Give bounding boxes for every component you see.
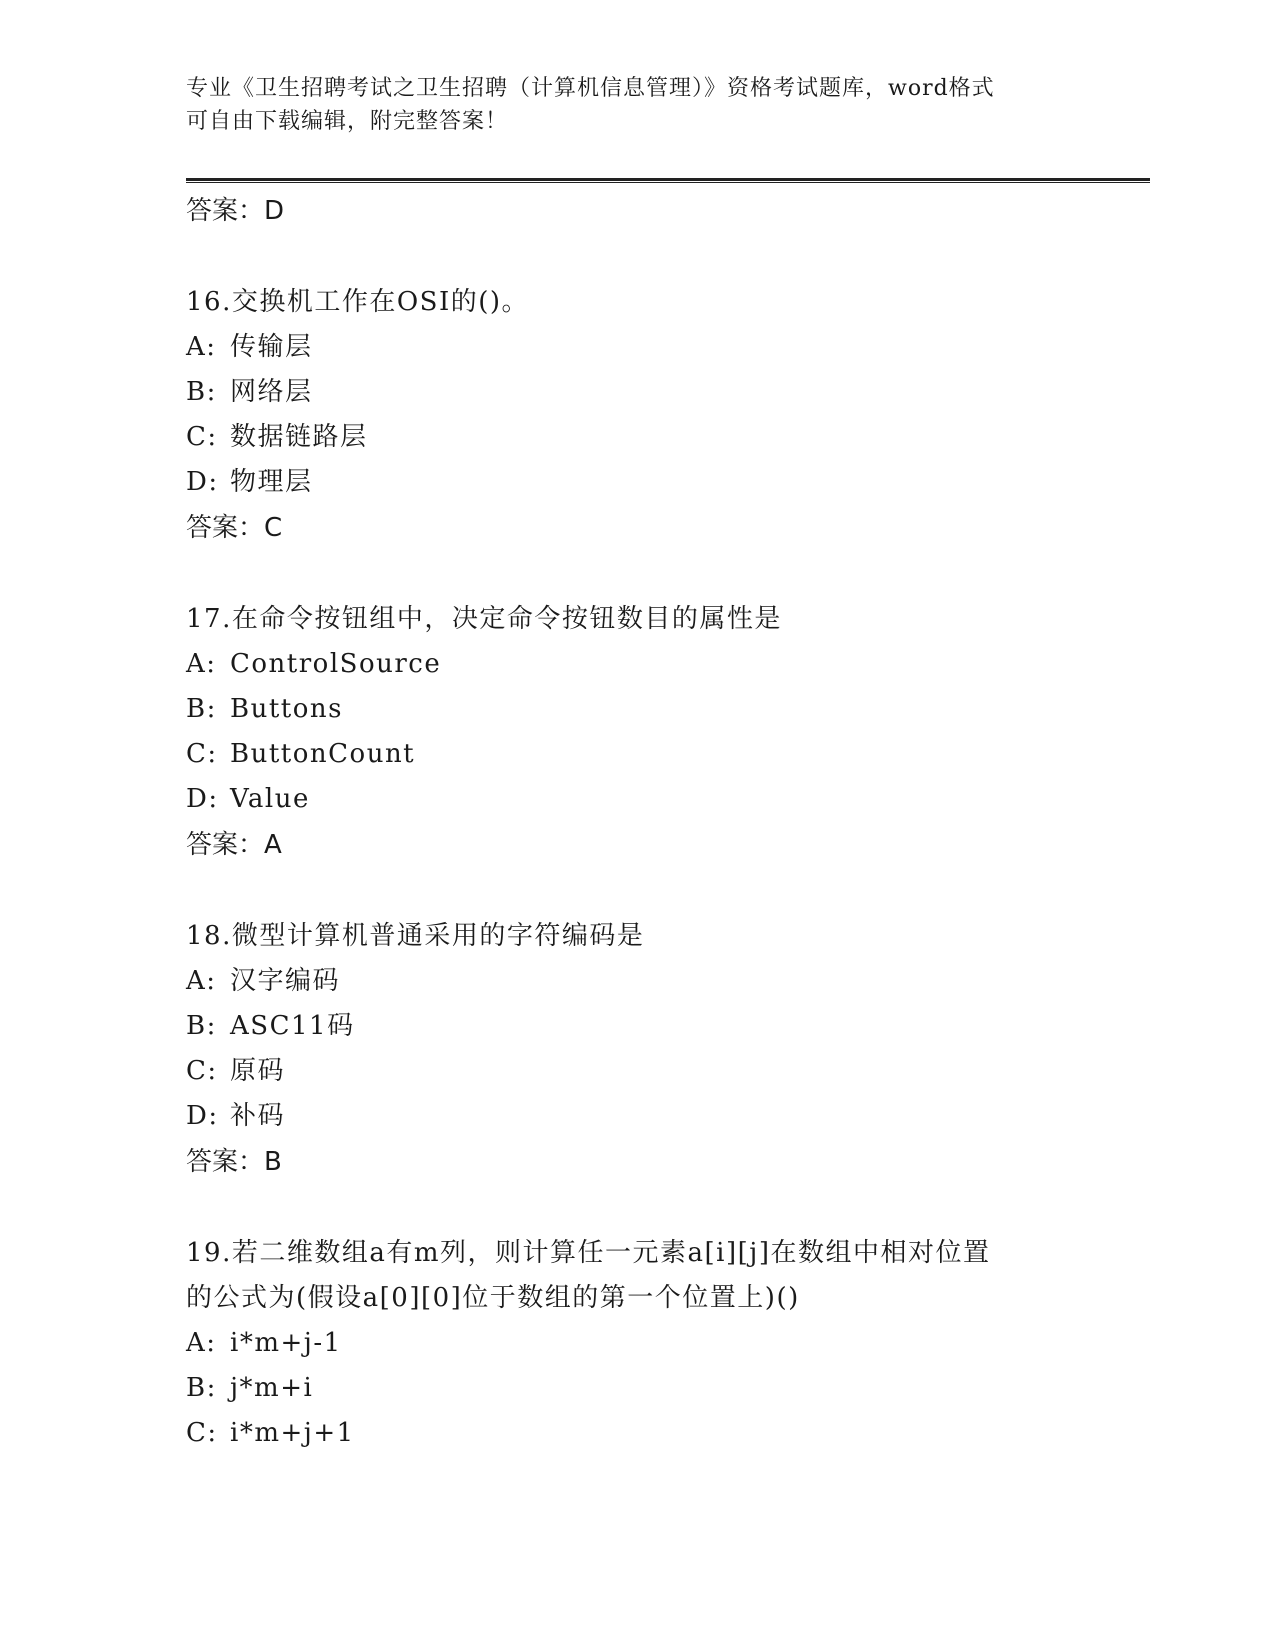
option-b	[186, 370, 1086, 415]
question-stem: 17.在命令按钮组中，决定命令按钮数目的属性是	[186, 604, 782, 634]
option-text: Value	[230, 784, 310, 814]
option-letter: B:	[186, 694, 217, 724]
option-text: 原码	[230, 1056, 286, 1086]
option-letter: D:	[186, 1101, 219, 1131]
option-a	[186, 1321, 1086, 1366]
option-letter: C:	[186, 422, 218, 452]
option-c	[186, 732, 1086, 777]
header-line-2: 可自由下载编辑，附完整答案！	[186, 109, 509, 134]
option-d	[186, 1094, 1086, 1139]
option-c	[186, 1049, 1086, 1094]
option-c	[186, 1411, 1086, 1456]
option-a	[186, 642, 1086, 687]
option-a	[186, 959, 1086, 1004]
question-stem-line-2: 的公式为(假设a[0][0]位于数组的第一个位置上)()	[186, 1283, 800, 1313]
option-b	[186, 1004, 1086, 1049]
question-stem: 18.微型计算机普通采用的字符编码是	[186, 921, 645, 951]
spacer	[186, 551, 1086, 597]
question-stem: 16.交换机工作在OSI的()。	[186, 287, 530, 317]
option-text: ButtonCount	[230, 739, 416, 769]
option-c	[186, 415, 1086, 460]
option-text: 汉字编码	[230, 966, 341, 996]
option-letter: D:	[186, 784, 219, 814]
question-list	[186, 188, 1086, 1456]
option-text: 传输层	[230, 332, 313, 362]
spacer	[186, 1185, 1086, 1231]
header-divider	[186, 178, 1150, 181]
page-header	[186, 72, 1076, 138]
option-text: 网络层	[230, 377, 313, 407]
option-text: 数据链路层	[230, 422, 368, 452]
option-b	[186, 1366, 1086, 1411]
option-text: ControlSource	[230, 649, 442, 679]
option-d	[186, 777, 1086, 822]
option-text: ASC11码	[230, 1011, 355, 1041]
option-a	[186, 325, 1086, 370]
previous-answer: 答案：D	[186, 196, 285, 226]
option-text: j*m+i	[230, 1373, 314, 1403]
answer-line: 答案：B	[186, 1147, 282, 1177]
question-17	[186, 597, 1086, 868]
question-18	[186, 914, 1086, 1185]
option-b	[186, 687, 1086, 732]
option-letter: A:	[186, 966, 217, 996]
option-text: Buttons	[230, 694, 343, 724]
option-letter: B:	[186, 1011, 217, 1041]
option-text: i*m+j-1	[230, 1328, 342, 1358]
header-line-1: 专业《卫生招聘考试之卫生招聘（计算机信息管理）》资格考试题库，word格式	[186, 76, 995, 101]
option-letter: B:	[186, 377, 217, 407]
answer-line: 答案：A	[186, 830, 282, 860]
question-16	[186, 280, 1086, 551]
spacer	[186, 234, 1086, 280]
option-letter: C:	[186, 1418, 218, 1448]
option-letter: A:	[186, 649, 217, 679]
option-text: i*m+j+1	[230, 1418, 355, 1448]
answer-line: 答案：C	[186, 513, 283, 543]
option-letter: C:	[186, 1056, 218, 1086]
question-stem-line-1: 19.若二维数组a有m列，则计算任一元素a[i][j]在数组中相对位置	[186, 1238, 991, 1268]
option-letter: C:	[186, 739, 218, 769]
option-letter: A:	[186, 332, 217, 362]
option-text: 物理层	[230, 467, 313, 497]
question-19	[186, 1231, 1086, 1456]
option-letter: A:	[186, 1328, 217, 1358]
option-letter: D:	[186, 467, 219, 497]
option-text: 补码	[230, 1101, 286, 1131]
option-letter: B:	[186, 1373, 217, 1403]
option-d	[186, 460, 1086, 505]
spacer	[186, 868, 1086, 914]
